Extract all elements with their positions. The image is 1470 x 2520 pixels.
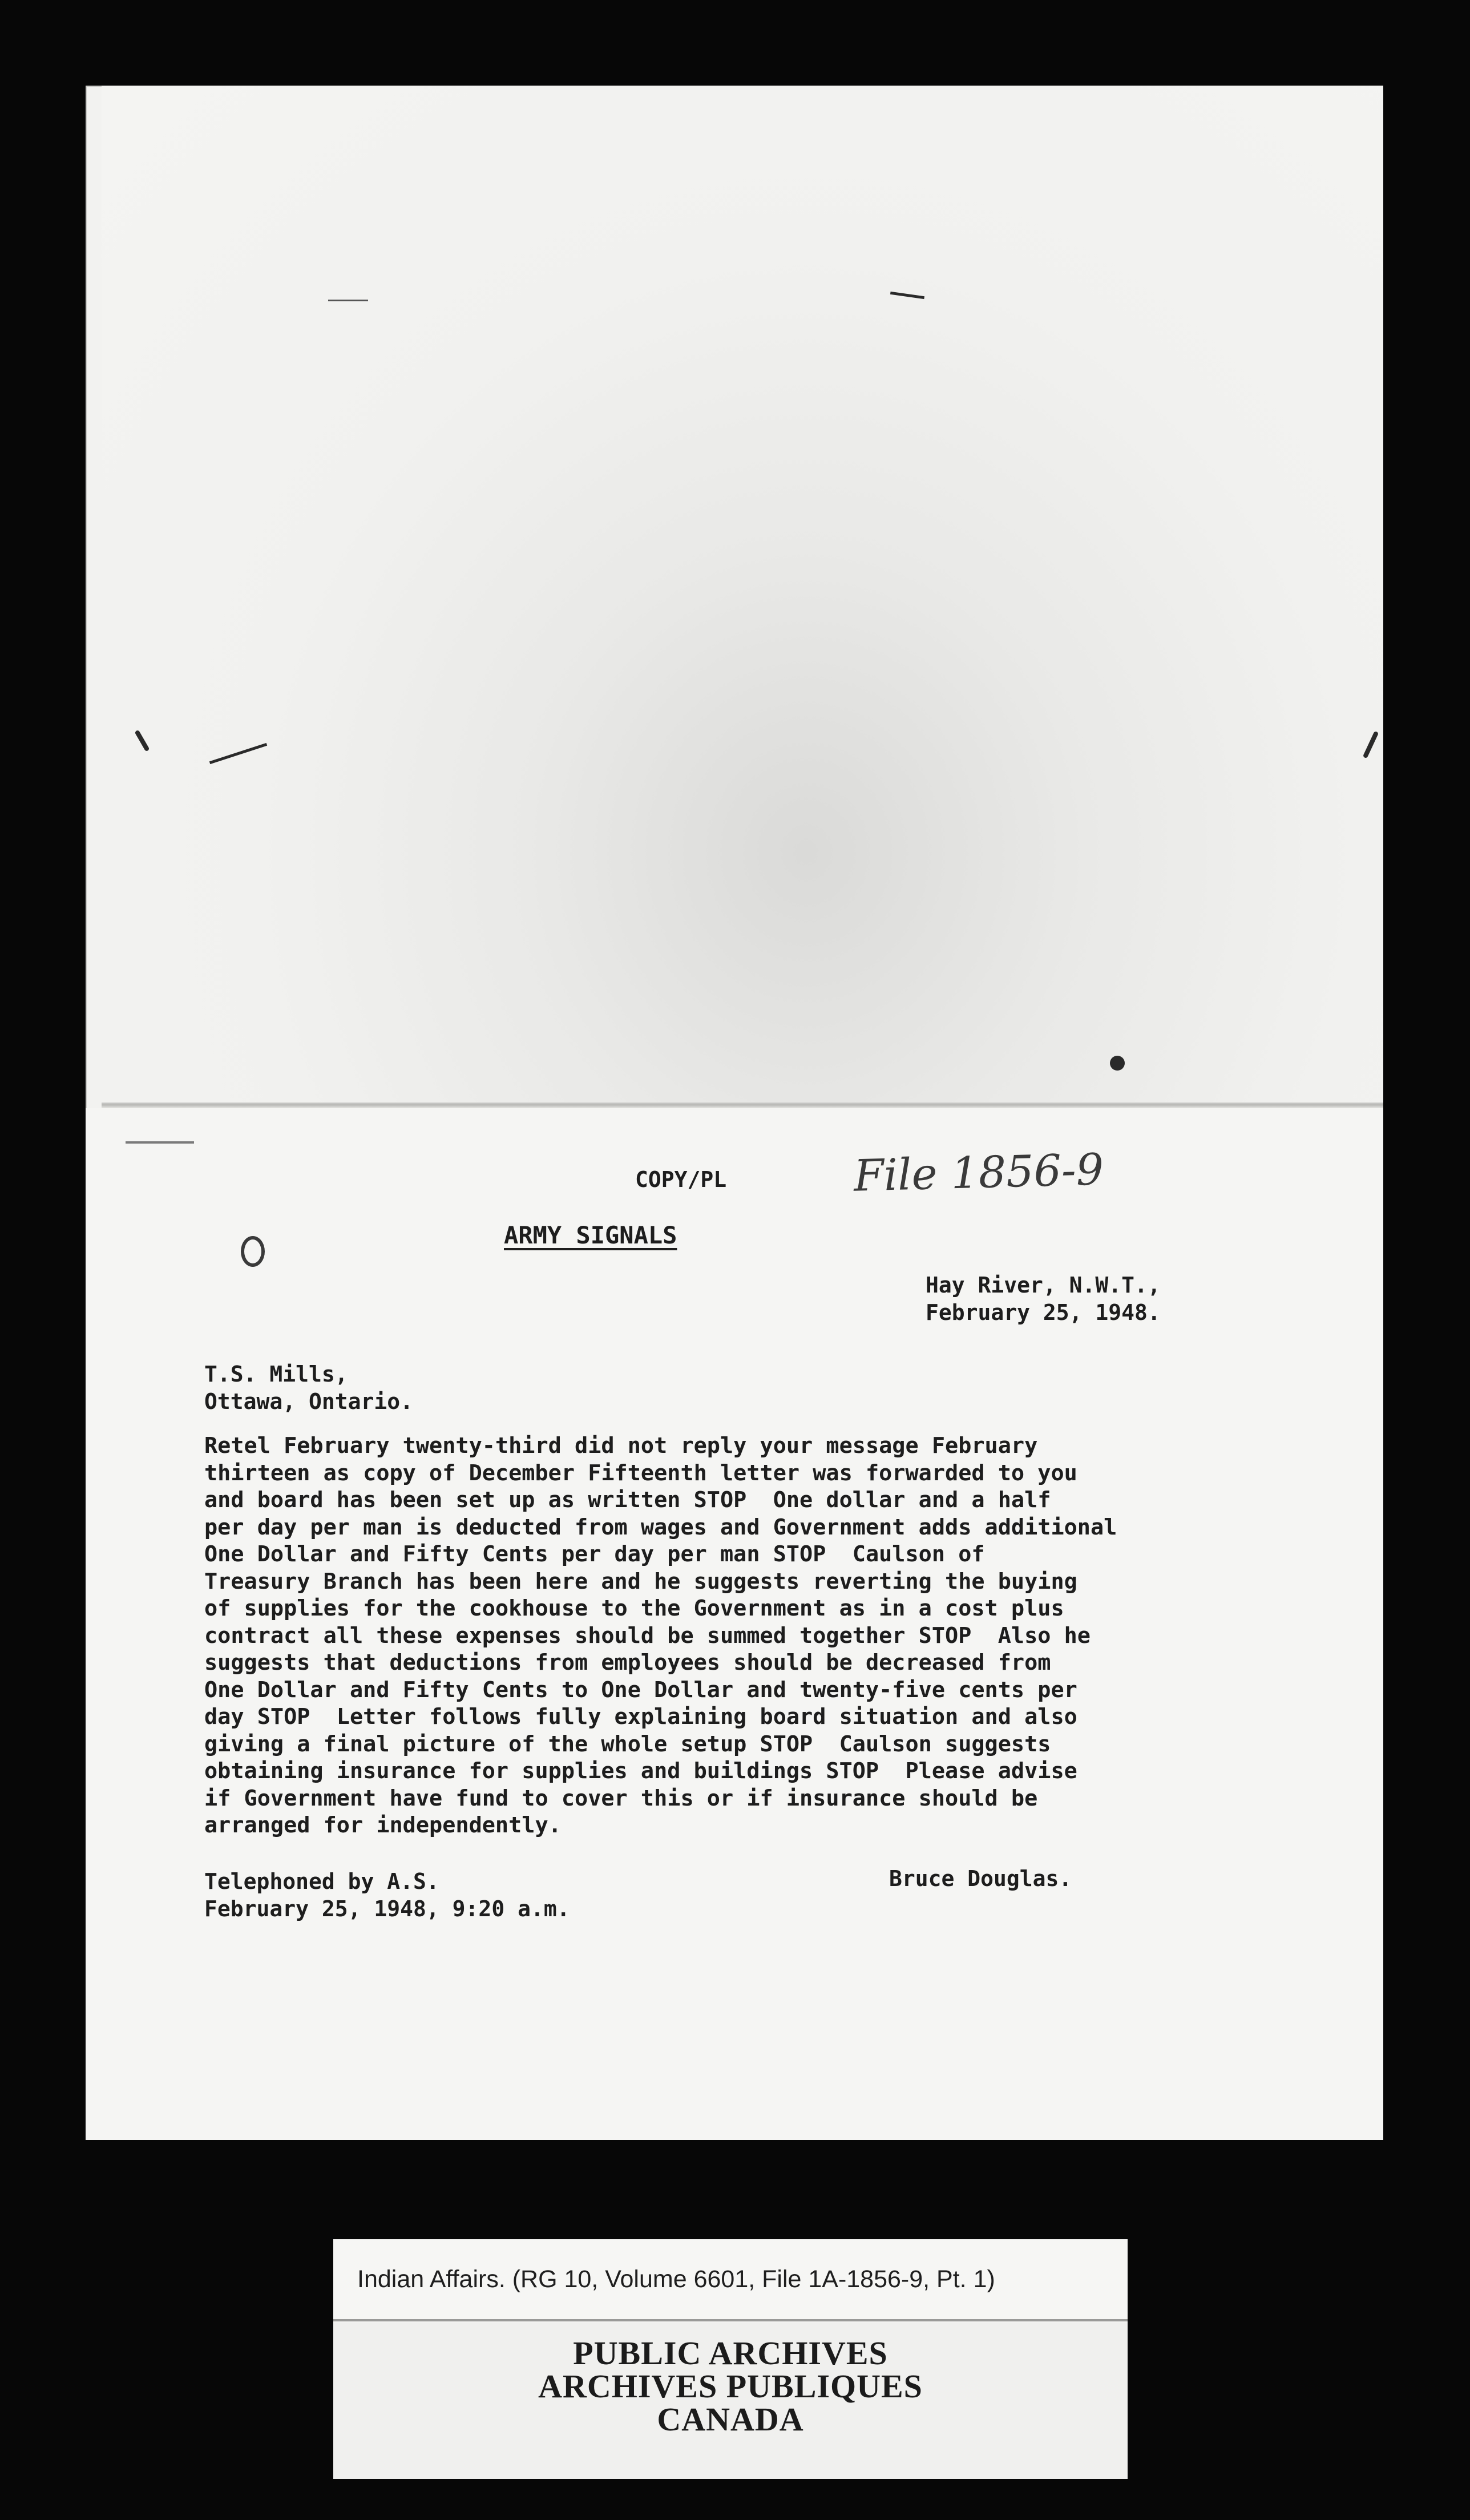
stamp-line-english: PUBLIC ARCHIVES [573, 2335, 888, 2372]
hole-punch-mark [241, 1236, 265, 1267]
body-line: per day per man is deducted from wages and Government adds additional [204, 1514, 1117, 1540]
body-line: contract all these expenses should be summed together STOP Also he [204, 1622, 1091, 1649]
page-fold [102, 1102, 1383, 1108]
body-line: Treasury Branch has been here and he suggests reverting the buying [204, 1568, 1077, 1594]
signature-name: Bruce Douglas. [889, 1866, 1072, 1891]
page-speck [1110, 1056, 1125, 1071]
body-line: and board has been set up as written STOP One dollar and a half [204, 1487, 1051, 1513]
copy-mark: COPY/PL [635, 1167, 727, 1192]
body-line: if Government have fund to cover this or if insurance should be [204, 1785, 1038, 1811]
origin-date: February 25, 1948. [926, 1300, 1161, 1325]
stamp-line-french: ARCHIVES PUBLIQUES [538, 2368, 923, 2405]
body-line: thirteen as copy of December Fifteenth letter was forwarded to you [204, 1460, 1077, 1486]
archive-stamp [333, 2323, 1128, 2479]
archive-reference: Indian Affairs. (RG 10, Volume 6601, File 1A-1856-9, Pt. 1) [357, 2265, 995, 2293]
body-line: One Dollar and Fifty Cents to One Dollar and twenty-five cents per [204, 1677, 1077, 1703]
document-heading: ARMY SIGNALS [504, 1221, 677, 1249]
body-line: One Dollar and Fifty Cents per day per man STOP Caulson of [204, 1541, 985, 1567]
telephoned-by: Telephoned by A.S. [204, 1869, 439, 1894]
message-body [204, 1432, 1323, 1839]
body-line: day STOP Letter follows fully explaining board situation and also [204, 1704, 1077, 1730]
recipient-name: T.S. Mills, [204, 1362, 348, 1387]
folded-upper-page [102, 86, 1383, 1108]
handwritten-file-number: File 1856-9 [853, 1144, 1105, 1201]
body-line: Retel February twenty-third did not reply your message February [204, 1433, 1038, 1459]
body-line: suggests that deductions from employees should be decreased from [204, 1650, 1051, 1675]
recipient-location: Ottawa, Ontario. [204, 1389, 414, 1414]
stamp-line-country: CANADA [657, 2401, 804, 2438]
archive-reference-strip [333, 2239, 1128, 2321]
origin-place: Hay River, N.W.T., [926, 1273, 1161, 1298]
body-line: obtaining insurance for supplies and buildings STOP Please advise [204, 1758, 1077, 1784]
page-speck [126, 1141, 194, 1144]
body-line: of supplies for the cookhouse to the Government as in a cost plus [204, 1596, 1064, 1621]
body-line: giving a final picture of the whole setup STOP Caulson suggests [204, 1731, 1051, 1757]
page-speck [328, 300, 368, 301]
body-line: arranged for independently. [204, 1812, 562, 1838]
telephoned-time: February 25, 1948, 9:20 a.m. [204, 1896, 570, 1921]
archive-label [333, 2239, 1128, 2479]
